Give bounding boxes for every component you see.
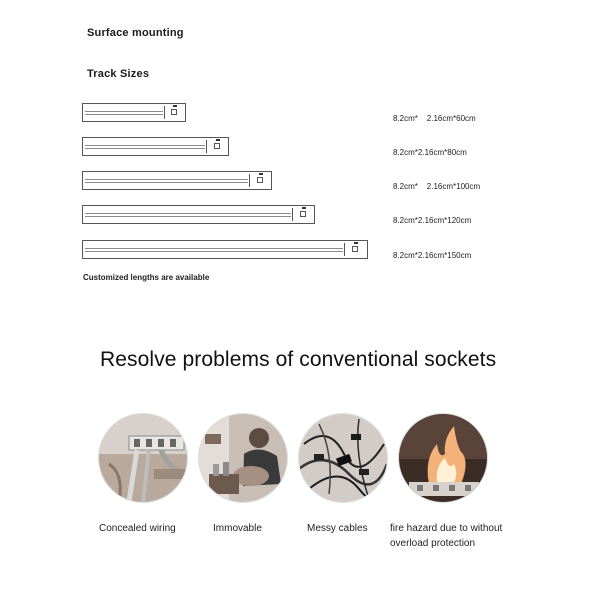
surface-mounting-title: Surface mounting bbox=[87, 27, 184, 39]
track-size-label: 8.2cm*2.16cm*150cm bbox=[393, 251, 472, 260]
track-size-label: 8.2cm*2.16cm*120cm bbox=[393, 216, 472, 225]
track-100cm bbox=[82, 171, 272, 190]
fire-hazard-photo bbox=[399, 414, 487, 502]
track-sizes-title: Track Sizes bbox=[87, 68, 150, 80]
section-title: Resolve problems of conventional sockets bbox=[100, 348, 497, 371]
track-size-label: 8.2cm* 2.16cm*60cm bbox=[393, 114, 476, 123]
concealed-wiring-photo bbox=[99, 414, 187, 502]
track-size-label: 8.2cm*2.16cm*80cm bbox=[393, 148, 467, 157]
customized-lengths-note: Customized lengths are available bbox=[83, 273, 210, 282]
track-60cm bbox=[82, 103, 186, 122]
caption-concealed-wiring: Concealed wiring bbox=[99, 523, 176, 534]
messy-cables-photo bbox=[299, 414, 387, 502]
track-size-label: 8.2cm* 2.16cm*100cm bbox=[393, 182, 481, 191]
caption-fire-hazard: fire hazard due to without overload protection bbox=[390, 523, 503, 549]
track-150cm bbox=[82, 240, 368, 259]
track-120cm bbox=[82, 205, 315, 224]
caption-messy-cables: Messy cables bbox=[307, 523, 368, 534]
track-80cm bbox=[82, 137, 229, 156]
caption-immovable: Immovable bbox=[213, 523, 262, 534]
immovable-photo bbox=[199, 414, 287, 502]
